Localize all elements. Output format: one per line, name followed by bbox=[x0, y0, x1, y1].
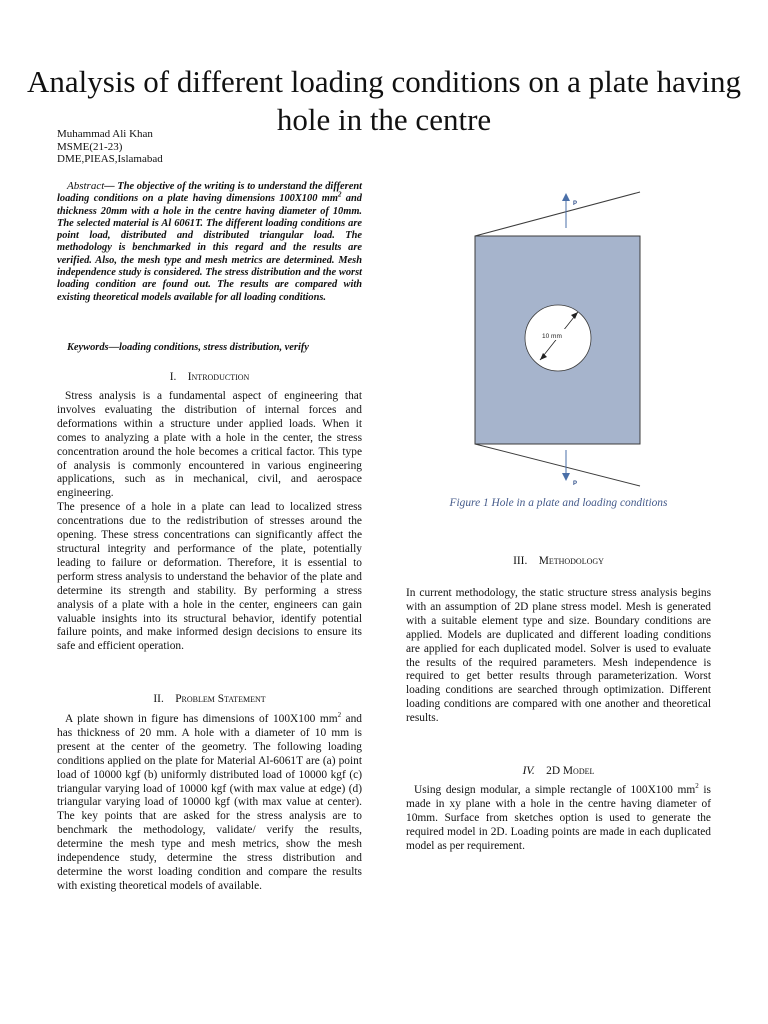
abstract bbox=[57, 180, 362, 304]
section-heading-introduction bbox=[57, 371, 362, 383]
section-heading-methodology bbox=[406, 555, 711, 567]
2d-model-body bbox=[406, 784, 711, 854]
introduction-paragraph-2: The presence of a hole in a plate can lead to localized stress concentrations due to the redistribution of stresses around the opening. These stress concentrations can significantly affect the structural integrity and performance of the plate, potentially leading to failure or deformation. Therefore, it is essential to perform stress analysis to understand the behavior of the plate and determine its strength and stability. By performing a stress analysis of a plate with a hole in the center, engineers can gain valuable insights into its structural behavior, identify potential failure points, and make informed design decisions to ensure its safe and efficient operation. bbox=[57, 501, 362, 653]
section-number: III. bbox=[513, 555, 528, 567]
figure-plate-with-hole bbox=[440, 180, 680, 500]
abstract-text-1: The objective of the writing is to understand the different loading conditions on a plate having dimensions 100X100 mm bbox=[57, 181, 362, 205]
keywords: Keywords—loading conditions, stress distribution, verify bbox=[67, 342, 309, 353]
section-heading-2d-model bbox=[406, 765, 711, 777]
problem-statement-body bbox=[57, 713, 362, 894]
author-block bbox=[57, 128, 163, 166]
introduction-body bbox=[57, 390, 362, 654]
author-program: MSME(21-23) bbox=[57, 140, 123, 153]
abstract-dash: — bbox=[104, 181, 115, 192]
section-title: Methodology bbox=[538, 555, 604, 567]
model-text-b: is made in xy plane with a hole in the centre having diameter of 10mm. Surface from sketches option is used to generate the required model in 2D. Loading points are made in each duplicated model as per requirement. bbox=[406, 784, 711, 852]
2d-model-paragraph bbox=[406, 784, 711, 854]
methodology-body bbox=[406, 587, 711, 726]
figure-caption: Figure 1 Hole in a plate and loading conditions bbox=[449, 497, 668, 509]
section-number: II. bbox=[153, 693, 164, 705]
section-title: Introduction bbox=[187, 371, 250, 383]
hole-label: 10 mm bbox=[542, 333, 562, 340]
top-load-label: P bbox=[573, 201, 578, 207]
author-name: Muhammad Ali Khan bbox=[57, 128, 153, 140]
abstract-superscript: 2 bbox=[337, 190, 342, 199]
model-text-a: Using design modular, a simple rectangle of 100X100 mm bbox=[414, 784, 696, 796]
problem-text-a: A plate shown in figure has dimensions of 100X100 mm bbox=[65, 713, 338, 725]
bottom-load-label: P bbox=[573, 481, 578, 487]
model-superscript: 2 bbox=[695, 782, 699, 791]
section-heading-problem-statement bbox=[57, 693, 362, 705]
section-number: IV. bbox=[522, 765, 535, 777]
top-arrowhead bbox=[562, 193, 570, 201]
methodology-paragraph: In current methodology, the static structure stress analysis begins with an assumption of 2D plane stress model. Mesh is generated with a suitable element type and size. Boundary conditions are applied. Models are duplicated and different loading conditions are applied for each duplicated model. Solver is used to evaluate the results of the required parameters. Mesh independence is required to get better results through parameterization. Worst loading conditions are searched through optimization. Different loading conditions are compared with one another and theoretical results. bbox=[406, 587, 711, 725]
bottom-load-line bbox=[475, 444, 640, 486]
introduction-paragraph-1: Stress analysis is a fundamental aspect of engineering that involves evaluating the distribution of internal forces and deformations within a structure under applied loads. When it comes to analyzing a plate with a hole in the center, the stress concentration around the hole becomes a critical factor. This type of analysis is commonly encountered in various engineering applications, such as in mechanical, civil, and aerospace engineering. bbox=[57, 390, 362, 500]
section-title: 2D Model bbox=[546, 765, 595, 777]
section-number: I. bbox=[169, 371, 177, 383]
paper-title: Analysis of different loading conditions on a plate having hole in the centre bbox=[27, 63, 741, 137]
author-affiliation: DME,PIEAS,Islamabad bbox=[57, 153, 163, 165]
top-load-line bbox=[475, 192, 640, 236]
problem-superscript: 2 bbox=[337, 711, 342, 720]
problem-text-b: and has thickness of 20 mm. A hole with a diameter of 10 mm is present at the center of the geometry. The following loading conditions applied on the plate for Material Al-6061T are (a) point load of 10000 kgf (b) uniformly distributed load of 10000 kgf (c) triangular varying load of 10000 kgf (with max value at edge) (d) triangular varying load of 10000 kgf (with max value at center). The key points that are asked for the stress analysis are to benchmark the methodology, validate/ verify the results, determine the mesh type and mesh metrics, show the mesh independence study, determine the stress distribution and determine the worst loading condition and compare the results with existing theoretical models of available. bbox=[57, 713, 362, 892]
bottom-arrowhead bbox=[562, 473, 570, 481]
problem-statement-paragraph bbox=[57, 713, 362, 894]
abstract-label: Abstract bbox=[67, 180, 105, 192]
abstract-text-2: and thickness 20mm with a hole in the centre having diameter of 10mm. The selected material is Al 6061T. The different loading conditions are point load, distributed and distributed triangular load. The methodology is benchmarked in this regard and the results are verified. Also, the mesh type and mesh metrics are determined. Mesh independence study is considered. The stress distribution and the worst loading condition are found out. The results are compared with existing theoretical models available for all loading conditions. bbox=[57, 193, 362, 303]
section-title: Problem Statement bbox=[175, 693, 266, 705]
